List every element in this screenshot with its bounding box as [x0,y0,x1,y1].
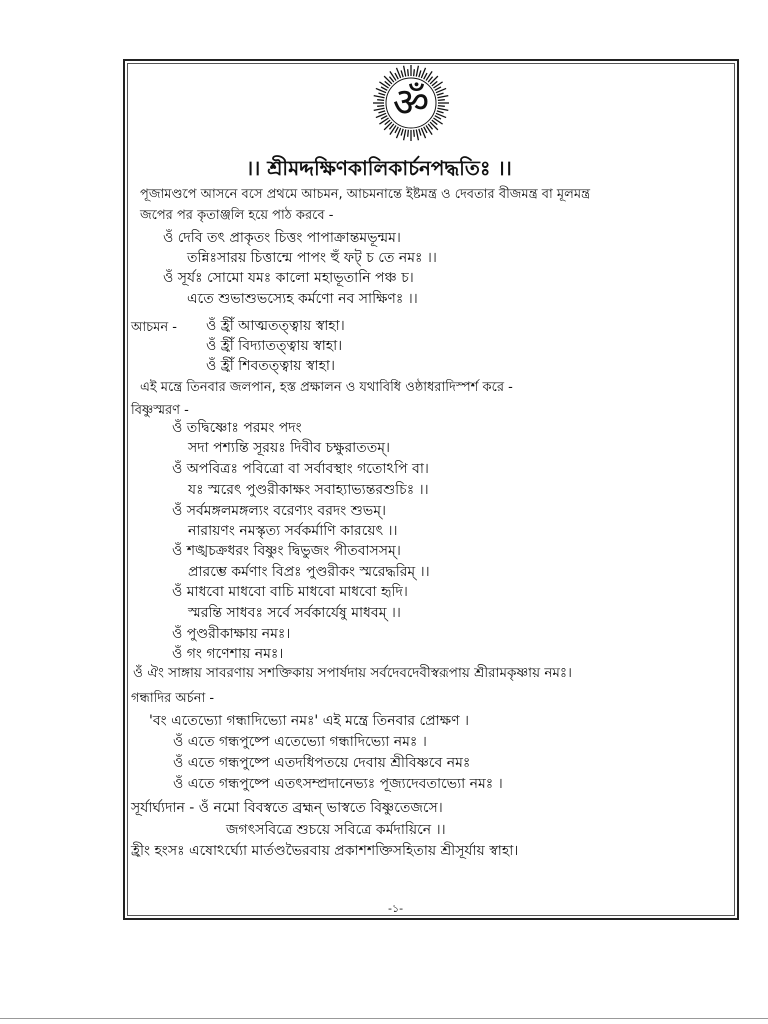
gandha-line-4: ওঁ এতে গন্ধপুষ্পে এতৎসম্প্রদানেভ্যঃ পূজ্যদেবতাভ্যো নমঃ । [173,776,503,792]
gandha-line-1: 'বং এতেভ্যো গন্ধাদিভ্যো নমঃ' এই মন্ত্রে তিনবার প্রোক্ষণ । [149,713,470,729]
prayer-line-3: ওঁ সূর্যঃ সোমো যমঃ কালো মহাভূতানি পঞ্চ চ। [163,270,414,286]
vishnu-line-2: সদা পশ্যন্তি সূরয়ঃ দিবীব চক্ষুরাততম্। [188,440,391,456]
surya-line-2: জগৎসবিত্রে শুচয়ে সবিত্রে কর্মদায়িনে ।। [226,822,446,838]
vishnu-long-line: ওঁ ঐং সাঙ্গায় সাবরণায় সশক্তিকায় সপার্ষদায় সর্বদেবদেবীস্বরূপায় শ্রীরামকৃষ্ণায় নমঃ। [133,665,572,681]
surya-line-1: সূর্যার্ঘ্যদান - ওঁ নমো বিবস্বতে ব্রহ্মন্ ভাস্বতে বিষ্ণুতেজসে। [131,800,443,816]
page-number: -১- [388,902,404,915]
vishnu-line-12: ওঁ গং গণেশায় নমঃ। [172,646,284,662]
intro-line-1: পূজামণ্ডপে আসনে বসে প্রথমে আচমন, আচমনান্তে ইষ্টমন্ত্র ও দেবতার বীজমন্ত্র বা মূলমন্ত্র [140,187,591,202]
achaman-note: এই মন্ত্রে তিনবার জলপান, হস্ত প্রক্ষালন ও যথাবিধি ওষ্ঠাধরাদিস্পর্শ করে - [140,380,513,395]
gandha-line-2: ওঁ এতে গন্ধপুষ্পে এতেভ্যো গন্ধাদিভ্যো নমঃ । [173,734,427,750]
achaman-line-1: ওঁ হ্রীঁ আত্মতত্ত্বায় স্বাহা। [206,318,345,334]
vishnu-line-1: ওঁ তদ্বিষ্ণোঃ পরমং পদং [172,420,302,436]
vishnu-line-4: যঃ স্মরেৎ পুণ্ডরীকাক্ষং সবাহ্যাভ্যন্তরশুচিঃ ।। [188,482,429,498]
om-glyph: ॐ [392,80,430,126]
vishnu-line-11: ওঁ পুণ্ডরীকাক্ষায় নমঃ। [172,626,291,642]
om-sunburst-icon [372,64,450,142]
vishnu-line-8: প্রারম্ভে কর্মণাং বিপ্রঃ পুণ্ডরীকং স্মরেদ্ধরিম্ ।। [188,564,430,580]
page-title: ।। শ্রীমদ্দক্ষিণকালিকার্চনপদ্ধতিঃ ।। [246,156,512,180]
vishnu-line-5: ওঁ সর্বমঙ্গলমঙ্গল্যং বরেণ্যং বরদং শুভম্। [172,503,387,519]
intro-line-2: জপের পর কৃতাঞ্জলি হয়ে পাঠ করবে - [140,208,334,223]
vishnu-line-6: নারায়ণং নমস্কৃত্য সর্বকর্মাণি কারয়েৎ ।। [188,523,398,539]
achaman-label: আচমন - [131,320,177,335]
vishnu-line-3: ওঁ অপবিত্রঃ পবিত্রো বা সর্বাবস্থাং গতোঽপি বা। [172,461,429,477]
vishnu-line-7: ওঁ শঙ্খচক্রধরং বিষ্ণুং দ্বিভুজং পীতবাসসম্। [172,543,401,559]
vishnu-heading: বিষ্ণুস্মরণ - [131,403,189,418]
prayer-line-2: তন্নিঃসারয় চিত্তান্মে পাপং হুঁ ফট্ চ তে নমঃ ।। [187,250,437,266]
achaman-line-2: ওঁ হ্রীঁ বিদ্যাতত্ত্বায় স্বাহা। [206,338,343,354]
gandha-line-3: ওঁ এতে গন্ধপুষ্পে এতদধিপতয়ে দেবায় শ্রীবিষ্ণবে নমঃ [173,755,471,771]
achaman-line-3: ওঁ হ্রীঁ শিবতত্ত্বায় স্বাহা। [206,358,335,374]
prayer-line-1: ওঁ দেবি তৎ প্রাকৃতং চিত্তং পাপাক্রান্তমভূন্মম। [163,230,401,246]
gandha-heading: গন্ধাদির অর্চনা - [131,691,215,706]
scan-edge-line [0,1018,768,1019]
vishnu-line-9: ওঁ মাধবো মাধবো বাচি মাধবো মাধবো হৃদি। [172,584,408,600]
vishnu-line-10: স্মরন্তি সাধবঃ সর্বে সর্বকার্যেষু মাধবম্ ।। [188,605,401,621]
surya-line-3: হ্রীং হংসঃ এষোঽর্ঘ্যো মার্তণ্ডভৈরবায় প্রকাশশক্তিসহিতায় শ্রীসূর্যায় স্বাহা। [131,843,519,859]
prayer-line-4: এতে শুভাশুভস্যেহ কর্মণো নব সাক্ষিণঃ ।। [187,291,418,307]
